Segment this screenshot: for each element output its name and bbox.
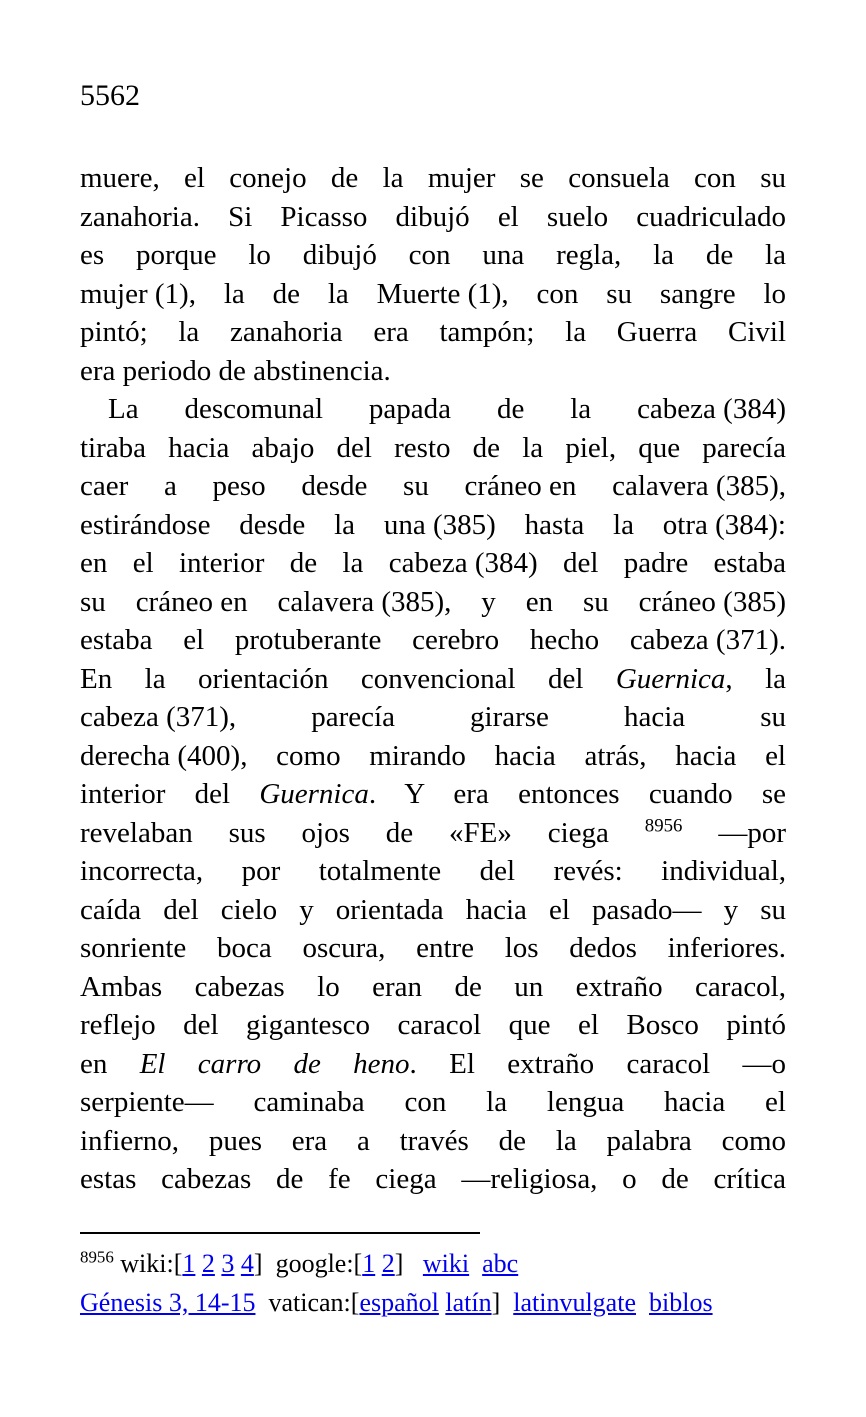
text-line	[80, 737, 786, 776]
text-run: parecía girarse hacia su	[236, 701, 786, 733]
text-run	[576, 470, 612, 502]
text-line	[80, 1122, 786, 1161]
text-line	[80, 313, 786, 352]
wiki-link-1[interactable]: 1	[182, 1248, 196, 1278]
text-run: en	[80, 1047, 140, 1080]
italic-run: El carro de heno	[139, 1047, 410, 1080]
text-line	[80, 198, 786, 237]
text-line	[80, 621, 786, 660]
page-number: 5562	[80, 79, 140, 112]
text-line	[80, 1006, 786, 1045]
text-run: serpiente— caminaba con la lengua hacia el	[80, 1086, 786, 1118]
text-run: revelaban sus ojos de «FE» ciega	[80, 816, 645, 849]
google-link-2[interactable]: 2	[381, 1248, 395, 1278]
text-run: . El extraño caracol —o	[409, 1047, 786, 1080]
footnote-line	[80, 1244, 786, 1283]
text-line	[80, 814, 786, 853]
text-line	[80, 236, 786, 275]
text-run: ]	[253, 1248, 276, 1278]
footnote-rule	[80, 1232, 480, 1234]
text-run: En la orientación convencional del	[80, 662, 616, 695]
text-run: estaba el protuberante cerebro hecho	[80, 624, 630, 656]
text-run: del padre estaba	[537, 547, 786, 579]
text-line	[80, 159, 786, 198]
text-line	[80, 891, 786, 930]
text-run: interior del	[80, 778, 260, 810]
vatican-latin-link[interactable]: latín	[445, 1287, 492, 1317]
text-run: otra (384):	[662, 508, 786, 541]
text-run: con su sangre lo	[508, 277, 786, 310]
text-run: Ambas cabezas lo eran de un extraño caracol,	[80, 970, 786, 1003]
text-run: cabeza (384)	[388, 547, 538, 579]
footnote	[80, 1232, 786, 1322]
text-line	[80, 352, 786, 391]
footnote-ref-8956: 8956	[644, 815, 683, 837]
wiki-link-4[interactable]: 4	[240, 1248, 254, 1278]
text-line	[80, 852, 786, 891]
text-run: cráneo en	[135, 585, 248, 618]
footnote-line	[80, 1283, 786, 1322]
text-run: su	[80, 585, 136, 618]
text-run: una (385)	[383, 508, 496, 541]
vatican-espanol-link[interactable]: español	[359, 1287, 439, 1317]
page-body	[80, 159, 786, 1199]
text-run: cabeza (384)	[637, 393, 786, 425]
text-run: calavera (385),	[277, 585, 452, 618]
text-run: derecha (400),	[80, 739, 248, 772]
text-run: cráneo en	[464, 470, 577, 502]
text-run: cráneo (385)	[638, 585, 786, 618]
text-line	[80, 467, 786, 506]
text-run: calavera (385),	[612, 470, 786, 502]
text-run: La descomunal papada de la	[108, 393, 638, 425]
text-run: caer a peso desde su	[80, 470, 465, 502]
text-run: google:[	[275, 1248, 363, 1278]
abc-link[interactable]: abc	[482, 1248, 519, 1278]
text-run: cabeza (371).	[629, 624, 786, 656]
text-run: es porque lo dibujó con una regla, la de la	[80, 239, 786, 271]
footnote-marker-8956: 8956	[80, 1247, 114, 1267]
text-line	[80, 1160, 786, 1199]
text-line	[80, 698, 786, 737]
text-run: ]	[491, 1287, 514, 1317]
text-line	[80, 583, 786, 622]
text-run: caída del cielo y orientada hacia el pasado— y su	[80, 893, 786, 926]
text-line	[80, 775, 786, 814]
text-run: hasta la	[495, 508, 663, 541]
text-run: Muerte (1),	[376, 277, 509, 310]
text-line	[80, 544, 786, 583]
text-run: zanahoria. Si Picasso dibujó el suelo cuadriculado	[80, 200, 786, 233]
italic-run: Guernica	[615, 662, 726, 695]
latinvulgate-link[interactable]: latinvulgate	[513, 1287, 636, 1317]
google-link-1[interactable]: 1	[362, 1248, 376, 1278]
text-run: —por	[682, 816, 786, 849]
text-run	[636, 1288, 649, 1317]
italic-run: Guernica	[259, 778, 369, 810]
text-line	[80, 506, 786, 545]
text-run: estirándose desde la	[80, 508, 384, 541]
text-run: infierno, pues era a través de la palabra como	[80, 1124, 786, 1157]
text-run	[469, 1249, 482, 1278]
text-run: y en su	[451, 585, 639, 618]
text-run: ]	[394, 1248, 423, 1278]
text-run: en el interior de la	[80, 547, 389, 579]
text-run: era periodo de abstinencia.	[80, 354, 391, 387]
wiki-link-3[interactable]: 3	[221, 1248, 235, 1278]
text-run: mujer (1),	[80, 277, 196, 310]
text-line	[80, 660, 786, 699]
text-run: cabeza (371),	[80, 701, 237, 733]
text-run: estas cabezas de fe ciega —religiosa, o de crítica	[80, 1163, 786, 1195]
text-run: como mirando hacia atrás, hacia el	[247, 739, 786, 772]
footnote-lines	[80, 1244, 786, 1322]
text-run: sonriente boca oscura, entre los dedos inferiores.	[80, 932, 786, 964]
text-run	[248, 586, 278, 618]
text-run: pintó; la zanahoria era tampón; la Guerra Civil	[80, 316, 786, 348]
text-line	[80, 275, 786, 314]
text-run: vatican:[	[255, 1287, 360, 1317]
text-line	[80, 929, 786, 968]
text-run: la de la	[195, 277, 377, 310]
text-line	[80, 429, 786, 468]
text-run: , la	[725, 662, 786, 695]
genesis-3-14-15-link[interactable]: Génesis 3, 14-15	[80, 1287, 256, 1317]
wiki-link[interactable]: wiki	[422, 1248, 470, 1278]
text-run: wiki:[	[113, 1248, 183, 1278]
text-run: tiraba hacia abajo del resto de la piel, que parecía	[80, 431, 786, 464]
text-line	[80, 390, 786, 429]
text-run: incorrecta, por totalmente del revés: individual,	[80, 855, 786, 887]
text-run: reflejo del gigantesco caracol que el Bosco pintó	[80, 1009, 786, 1041]
text-line	[80, 1083, 786, 1122]
text-line	[80, 1045, 786, 1084]
biblos-link[interactable]: biblos	[649, 1287, 713, 1317]
text-line	[80, 968, 786, 1007]
wiki-link-2[interactable]: 2	[201, 1248, 215, 1278]
text-run: . Y era entonces cuando se	[368, 778, 786, 810]
text-run: muere, el conejo de la mujer se consuela con su	[80, 162, 786, 194]
